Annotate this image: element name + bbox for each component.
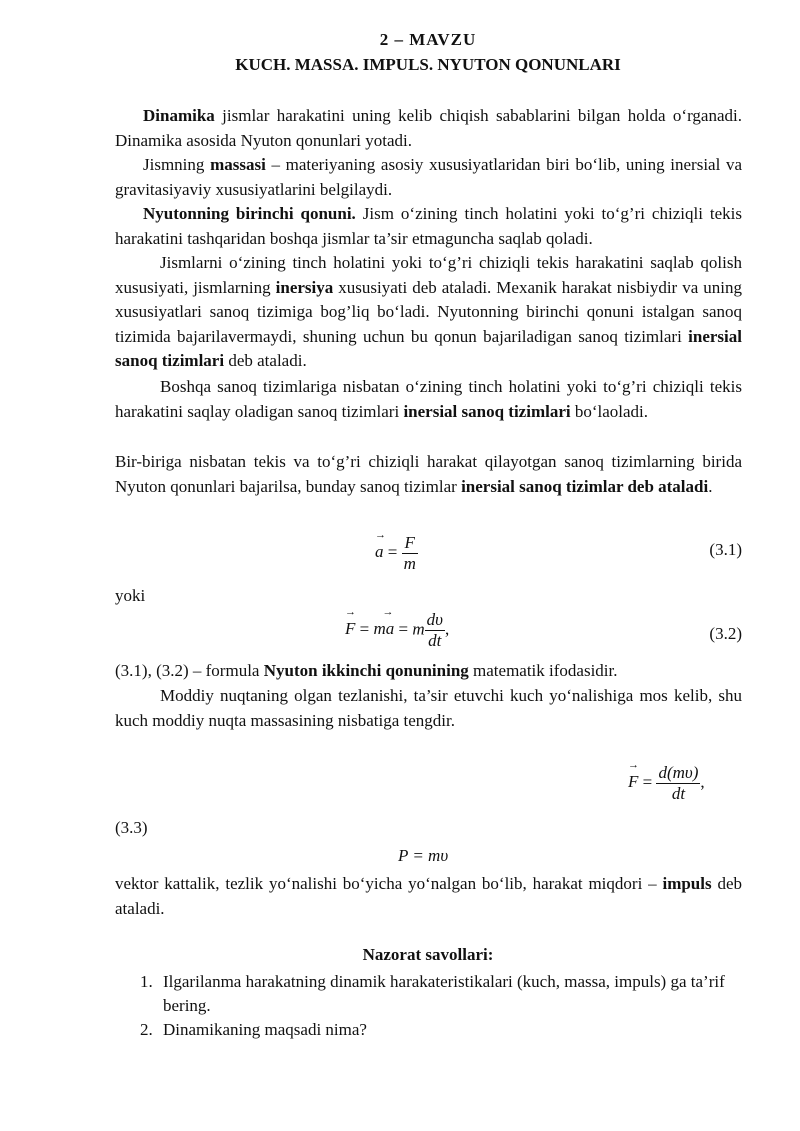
paragraph-moddiy: Moddiy nuqtaning olgan tezlanishi, ta’sir etuvchi kuch yo‘nalishiga mos kelib, shu kuch moddiy nuqta massasining nisbatiga tengdir. xyxy=(115,686,742,730)
paragraph-inersiya: Jismlarni o‘zining tinch holatini yoki to‘g’ri chiziqli tekis harakatini saqlab qolish xususiyati, jismlarning inersiya xususiyati deb ataladi. Mexanik harakat nisbiydir va uning xususiyatlari sanoq tizimiga bog’liq bo‘ladi. Nyutonning birinchi qonuni istalgan sanoq tizimida bajarilavermaydi, shuning uchun bu qonun bajariladigan sanoq tizimlari inersial sanoq tizimlari deb ataladi. xyxy=(115,253,742,370)
list-item: 1. Ilgarilanma harakatning dinamik harakateristikalari (kuch, massa, impuls) ga ta’rif bering. xyxy=(140,972,725,1015)
term-first-law: Nyutonning birinchi qonuni. xyxy=(143,204,356,223)
topic-number: 2 – MAVZU xyxy=(379,30,477,49)
paragraph-dinamika: Dinamika jismlar harakatini uning kelib chiqish sabablarini bilgan holda o‘rganadi. Dinamika asosida Nyuton qonunlari yotadi. xyxy=(115,106,742,150)
term-dinamika: Dinamika xyxy=(143,106,215,125)
paragraph-massa: Jismning massasi – materiyaning asosiy xususiyatlaridan biri bo‘lib, uning inersial va gravitasiyaviy xususiyatlarini belgilaydi. xyxy=(115,155,743,199)
equation-3-2: → F = → ma = m $\frac{d\upsilon}{dt}$ , xyxy=(345,610,449,651)
term-second-law: Nyuton ikkinchi qonunining xyxy=(263,661,469,680)
equation-label-3-1: (3.1) xyxy=(709,540,742,559)
paragraph-impuls: vektor kattalik, tezlik yo‘nalishi bo‘yicha yo‘nalgan bo‘lib, harakat miqdori – impuls deb ataladi. xyxy=(115,874,742,918)
equation-3-3: → F = $\frac{d(m\upsilon)}{dt}$ , xyxy=(628,763,705,804)
paragraph-first-law: Nyutonning birinchi qonuni. Jism o‘zining tinch holatini yoki to‘g’ri chiziqli tekis harakatini tashqaridan boshqa jismlar ta’sir etmaguncha saqlab qoladi. xyxy=(115,204,742,248)
fraction-f-over-m: $\frac{F}{m}$ xyxy=(403,533,416,573)
paragraph-bir-biriga: Bir-biriga nisbatan tekis va to‘g’ri chiziqli harakat qilayotgan sanoq tizimlarning birida Nyuton qonunlari bajarilsa, bunday sanoq tizimlar inersial sanoq tizimlar deb ataladi. xyxy=(115,452,742,496)
paragraph-formula: (3.1), (3.2) – formula Nyuton ikkinchi qonunining matematik ifodasidir. xyxy=(115,661,618,680)
yoki-text: yoki xyxy=(115,586,146,605)
term-inersial-sanoq-3: inersial sanoq tizimlar deb ataladi xyxy=(461,476,709,496)
vector-f-2: → F xyxy=(628,772,638,792)
term-impuls: impuls xyxy=(662,874,712,893)
term-inersiya: inersiya xyxy=(275,277,334,297)
fraction-dmv-over-dt: $\frac{d(m\upsilon)}{dt}$ xyxy=(658,763,699,803)
equation-3-1: → a = $\frac{F}{m}$ xyxy=(375,533,418,574)
equation-label-3-3: (3.3) xyxy=(115,818,148,837)
page-title: KUCH. MASSA. IMPULS. NYUTON QONUNLARI xyxy=(235,55,621,74)
equation-impulse: P = mυ xyxy=(398,846,449,865)
questions-list xyxy=(140,970,742,1042)
term-massasi: massasi xyxy=(210,155,266,174)
list-item: 2. Dinamikaning maqsadi nima? xyxy=(140,1020,367,1039)
term-inersial-sanoq-2: inersial sanoq tizimlari xyxy=(403,401,571,421)
paragraph-boshqa: Boshqa sanoq tizimlariga nisbatan o‘zining tinch holatini yoki to‘g’ri chiziqli tekis harakatini saqlay oladigan sanoq tizimlari inersial sanoq tizimlari bo‘laoladi. xyxy=(115,377,742,421)
equation-label-3-2: (3.2) xyxy=(709,624,742,643)
questions-title: Nazorat savollari: xyxy=(362,945,494,964)
fraction-dv-over-dt: $\frac{d\upsilon}{dt}$ xyxy=(426,610,443,650)
vector-a: → a xyxy=(375,542,384,562)
term-inersial-sanoq: inersial sanoq tizimlari xyxy=(115,326,742,370)
vector-f: → F xyxy=(345,619,355,639)
